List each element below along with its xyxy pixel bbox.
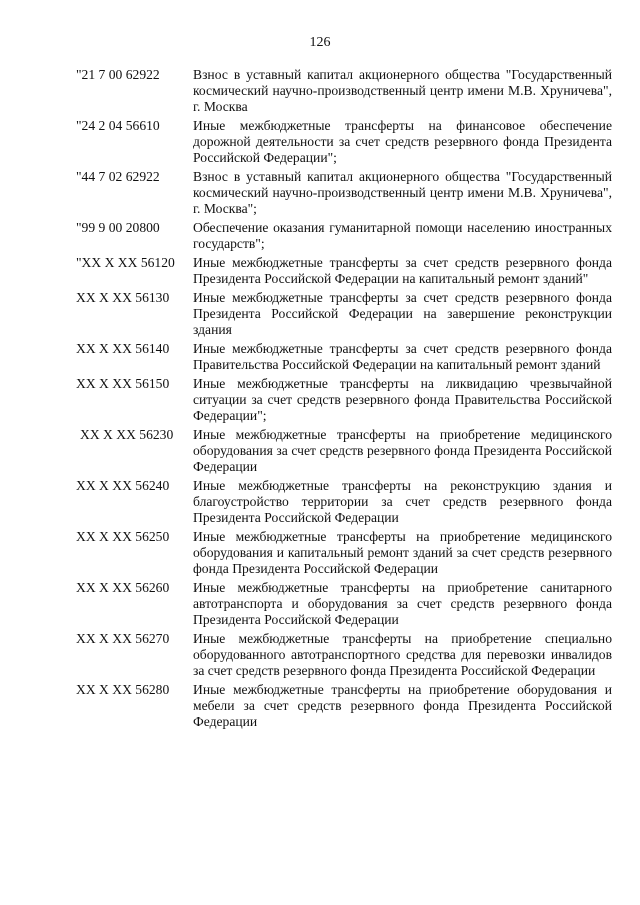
budget-description: Взнос в уставный капитал акционерного общества "Государственный космический научно-производственный центр имени М.В. Хруничева", г. Москва <box>193 67 612 114</box>
budget-description: Иные межбюджетные трансферты за счет средств резервного фонда Правительства Российской Федерации на капитальный ремонт зданий <box>193 341 612 372</box>
budget-description: Иные межбюджетные трансферты за счет средств резервного фонда Президента Российской Федерации на капитальный ремонт зданий" <box>193 255 612 286</box>
budget-description: Взнос в уставный капитал акционерного общества "Государственный космический научно-производственный центр имени М.В. Хруничева", г. Москва"; <box>193 169 612 216</box>
list-item <box>76 220 612 252</box>
budget-code: "24 2 04 56610 <box>76 118 160 133</box>
list-item <box>76 427 612 475</box>
budget-description: Иные межбюджетные трансферты на реконструкцию здания и благоустройство территории за счет средств резервного фонда Президента Российской Федерации <box>193 478 612 525</box>
list-item <box>76 255 612 287</box>
budget-code: ХХ Х ХХ 56280 <box>76 682 170 697</box>
budget-code: ХХ Х ХХ 56260 <box>76 580 170 595</box>
list-item <box>76 169 612 217</box>
list-item <box>76 118 612 166</box>
budget-description: Иные межбюджетные трансферты на приобретение специально оборудованного автотранспортного средства для перевозки инвалидов за счет средств резервного фонда Президента Российской Федерации <box>193 631 612 678</box>
list-item <box>76 580 612 628</box>
list-item <box>76 478 612 526</box>
budget-code: "21 7 00 62922 <box>76 67 160 82</box>
budget-code: ХХ Х ХХ 56270 <box>76 631 170 646</box>
list-item <box>76 67 612 115</box>
budget-code: "99 9 00 20800 <box>76 220 160 235</box>
list-item <box>76 376 612 424</box>
list-item <box>76 682 612 730</box>
budget-description: Иные межбюджетные трансферты на приобретение медицинского оборудования и капитальный ремонт зданий за счет средств резервного фонда Президента Российской Федерации <box>193 529 612 576</box>
list-item <box>76 529 612 577</box>
budget-description: Иные межбюджетные трансферты на финансовое обеспечение дорожной деятельности за счет средств резервного фонда Президента Российской Федерации"; <box>193 118 612 165</box>
budget-code: ХХ Х ХХ 56130 <box>76 290 170 305</box>
page-number: 126 <box>309 35 331 50</box>
budget-description: Иные межбюджетные трансферты на приобретение санитарного автотранспорта и оборудования за счет средств резервного фонда Президента Российской Федерации <box>193 580 612 627</box>
budget-code: ХХ Х ХХ 56140 <box>76 341 170 356</box>
budget-description: Иные межбюджетные трансферты на ликвидацию чрезвычайной ситуации за счет средств резервного фонда Правительства Российской Федерации"; <box>193 376 612 423</box>
list-item <box>76 631 612 679</box>
budget-code: ХХ Х ХХ 56240 <box>76 478 170 493</box>
budget-code: "44 7 02 62922 <box>76 169 160 184</box>
budget-code: ХХ Х ХХ 56230 <box>80 427 174 442</box>
budget-description: Обеспечение оказания гуманитарной помощи населению иностранных государств"; <box>193 220 612 251</box>
budget-code: ХХ Х ХХ 56150 <box>76 376 170 391</box>
budget-description: Иные межбюджетные трансферты на приобретение медицинского оборудования за счет средств резервного фонда Президента Российской Федерации <box>193 427 612 474</box>
budget-code: ХХ Х ХХ 56250 <box>76 529 170 544</box>
list-item <box>76 341 612 373</box>
list-item <box>76 290 612 338</box>
budget-description: Иные межбюджетные трансферты за счет средств резервного фонда Президента Российской Федерации на завершение реконструкции здания <box>193 290 612 337</box>
budget-description: Иные межбюджетные трансферты на приобретение оборудования и мебели за счет средств резервного фонда Президента Российской Федерации <box>193 682 612 729</box>
budget-code-list <box>76 67 612 733</box>
budget-code: "ХХ Х ХХ 56120 <box>76 255 175 270</box>
